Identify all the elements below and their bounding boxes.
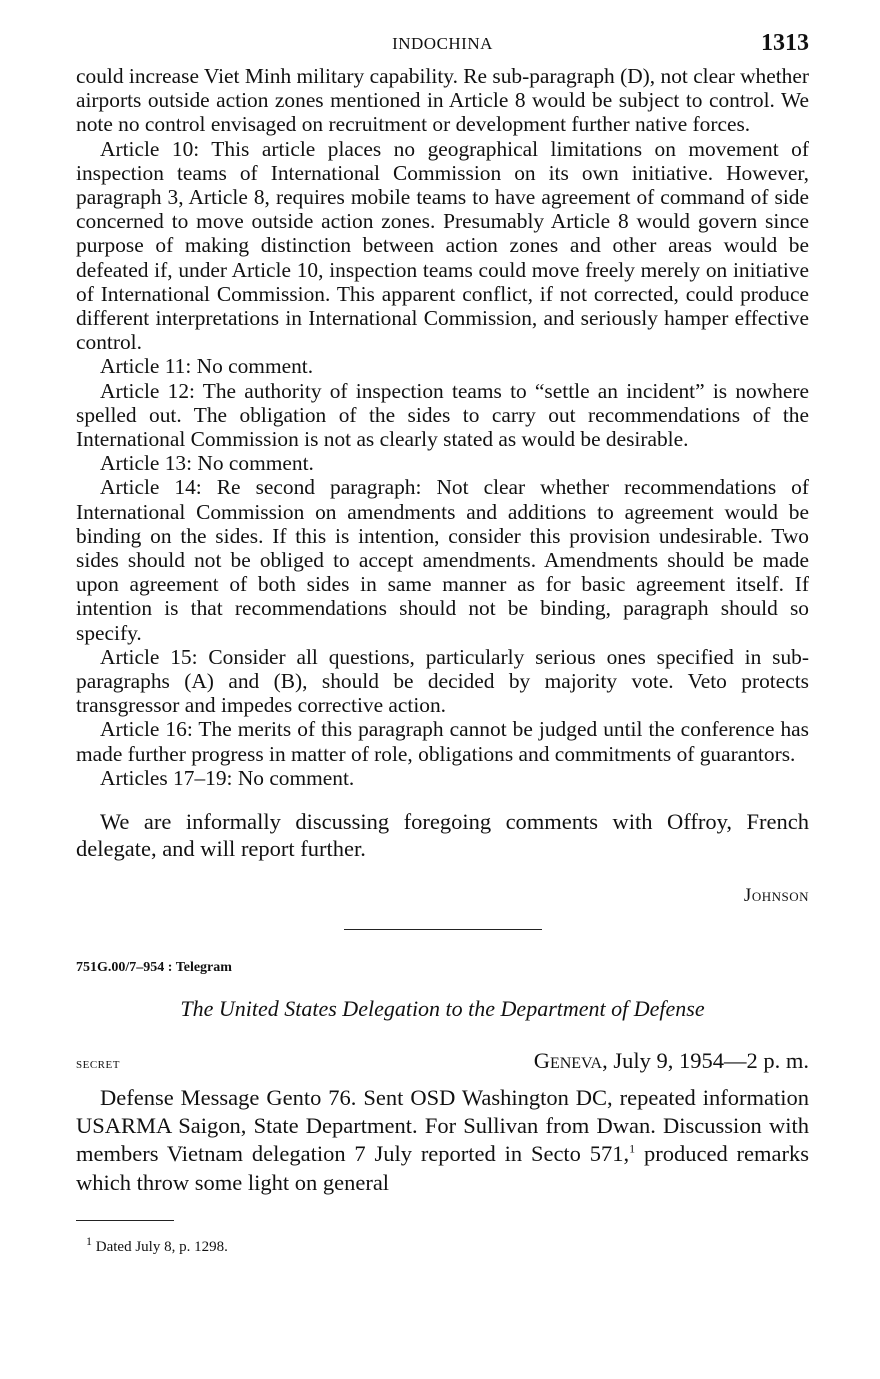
paragraph-article-12: Article 12: The authority of inspection teams to “settle an incident” is nowhere spelled out. The obligation of the sides to carry out recommendations of the International Commission is not as clearly stated as would be desirable. — [76, 378, 809, 452]
footnote — [86, 1233, 809, 1256]
telegram-text-continued: produced remarks which throw some light on general — [76, 1141, 809, 1195]
paragraph-article-15: Article 15: Consider all questions, particularly serious ones specified in sub-paragraphs (A) and (B), should be decided by majority vote. Veto protects transgressor and impedes corrective action. — [76, 644, 809, 718]
dateline-row — [76, 1048, 809, 1074]
paragraph-articles-17-19: Articles 17–19: No comment. — [100, 765, 355, 790]
footnote-text: Dated July 8, p. 1298. — [92, 1238, 228, 1255]
dateline-date: July 9, 1954—2 p. m. — [607, 1047, 809, 1073]
paragraph-article-10: Article 10: This article places no geographical limitations on movement of inspection teams of International Commission on its own initiative. However, paragraph 3, Article 8, requires mobile teams to have agreement of command of side concerned to move outside action zones. Presumably Article 8 would govern since purpose of making distinction between action zones and other areas would be defeated if, under Article 10, inspection teams could move freely merely on initiative of International Commission. This apparent conflict, if not corrected, could produce different interpretations in International Commission, and seriously hamper effective control. — [76, 136, 809, 355]
document-title: The United States Delegation to the Department of Defense — [180, 995, 705, 1021]
footnote-rule — [76, 1220, 174, 1221]
paragraph-article-14: Article 14: Re second paragraph: Not clear whether recommendations of International Commission on amendments and additions to agreement would be binding on the sides. If this is intention, consider this provision undesirable. Two sides should not be obliged to accept amendments. Amendments should be made upon agreement of both sides in same manner as for basic agreement itself. If intention is that recommendations should not be binding, paragraph should so specify. — [76, 475, 809, 645]
classification-label: secret — [76, 1055, 120, 1072]
section-divider — [344, 929, 542, 930]
file-reference: 751G.00/7–954 : Telegram — [76, 959, 232, 975]
dateline — [534, 1048, 809, 1074]
telegram-text: Defense Message Gento 76. Sent OSD Washington DC, repeated information USARMA Saigon, State Department. For Sullivan from Dwan. Discussion with members Vietnam delegation 7 July reported in Secto 571, — [76, 1084, 809, 1167]
closing-paragraph: We are informally discussing foregoing comments with Offroy, French delegate, and will report further. — [76, 809, 809, 862]
footnote-marker: 1 — [86, 1233, 92, 1248]
commentary-body — [76, 64, 809, 790]
paragraph-article-16: Article 16: The merits of this paragraph cannot be judged until the conference has made further progress in matter of role, obligations and commitments of guarantors. — [76, 717, 809, 766]
dateline-place: Geneva, — [533, 1047, 608, 1073]
page-number: 1313 — [761, 30, 809, 56]
document-page — [76, 0, 809, 1256]
telegram-body — [76, 1084, 809, 1198]
paragraph-article-11: Article 11: No comment. — [100, 354, 314, 379]
paragraph-article-13: Article 13: No comment. — [100, 451, 314, 476]
footnote-reference: 1 — [629, 1141, 636, 1156]
running-head: INDOCHINA — [392, 34, 493, 53]
paragraph: could increase Viet Minh military capability. Re sub-paragraph (D), not clear whether airports outside action zones mentioned in Article 8 would be subject to control. We note no control envisaged on recruitment or development further native forces. — [76, 64, 809, 137]
page-header — [76, 0, 809, 64]
signature: Johnson — [743, 884, 809, 906]
